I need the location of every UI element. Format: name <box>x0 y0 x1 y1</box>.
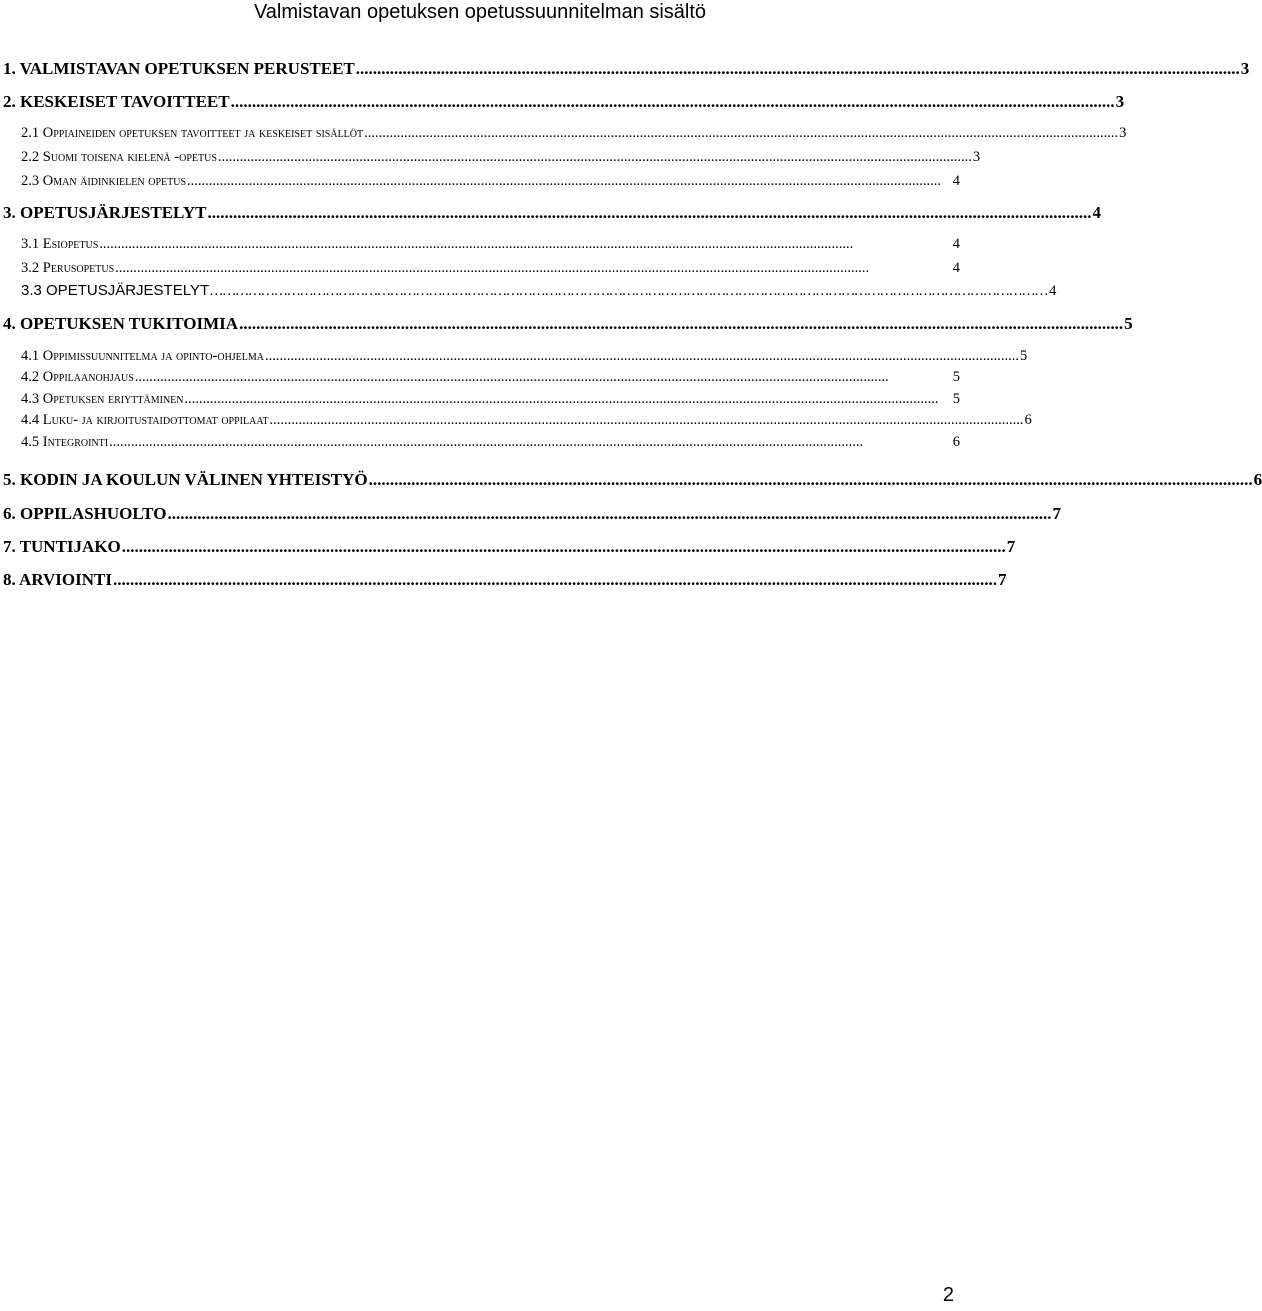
dot-leader: ................................................................................................................................................................................................................ <box>121 537 1006 556</box>
toc-entry-page: 5 <box>1020 348 1028 364</box>
toc-entry-3[interactable] <box>3 202 1101 224</box>
toc-entry-page: 3 <box>1240 59 1250 78</box>
toc-entry-page: 4 <box>1092 203 1101 222</box>
toc-entry-4-2[interactable] <box>21 368 960 386</box>
toc-entry-page: 7 <box>1052 504 1061 523</box>
dot-leader: ................................................................................................................................................................................................................ <box>368 470 1253 489</box>
toc-entry-label: 4.1 Oppimissuunnitelma ja opinto-ohjelma <box>21 348 265 364</box>
toc-entry-page: 4 <box>1049 283 1057 299</box>
dot-leader: ................................................................................................................................................................................................................ <box>187 173 942 189</box>
dot-leader: …………………………………………………………………………………………………………………………………………………………………………… <box>210 283 1049 299</box>
toc-entry-page: 3 <box>1119 125 1127 141</box>
toc-entry-5[interactable] <box>3 469 1262 491</box>
toc-entry-label: 2. KESKEISET TAVOITTEET <box>3 92 230 111</box>
toc-entry-4-5[interactable] <box>21 433 960 451</box>
toc-entry-page: 4 <box>952 236 960 252</box>
dot-leader: ................................................................................................................................................................................................................ <box>207 203 1092 222</box>
toc-entry-page: 7 <box>997 570 1007 589</box>
toc-entry-3-1[interactable] <box>21 235 960 253</box>
toc-entry-label: 4.3 Opetuksen eriyttäminen <box>21 391 184 407</box>
toc-entry-label: 3.3 OPETUSJÄRJESTELYT <box>21 282 210 299</box>
toc-entry-1[interactable] <box>3 58 1250 80</box>
toc-entry-3-2[interactable] <box>21 259 960 277</box>
toc-entry-label: 3.2 Perusopetus <box>21 260 115 276</box>
dot-leader: ................................................................................................................................................................................................................ <box>355 59 1240 78</box>
toc-entry-label: 2.3 Oman äidinkielen opetus <box>21 173 187 189</box>
dot-leader: ................................................................................................................................................................................................................ <box>115 260 870 276</box>
toc-entry-4-1[interactable] <box>21 347 1028 365</box>
toc-entry-6[interactable] <box>3 503 1061 525</box>
dot-leader: ................................................................................................................................................................................................................ <box>167 504 1052 523</box>
toc-entry-page: 5 <box>1124 314 1133 333</box>
toc-entry-2-2[interactable] <box>21 148 981 166</box>
toc-entry-2-3[interactable] <box>21 172 960 190</box>
toc-entry-4-4[interactable] <box>21 411 1032 429</box>
toc-entry-page: 7 <box>1006 537 1016 556</box>
toc-entry-page: 6 <box>1024 412 1032 428</box>
toc-entry-4-3[interactable] <box>21 390 960 408</box>
toc-entry-label: 5. KODIN JA KOULUN VÄLINEN YHTEISTYÖ <box>3 470 368 489</box>
toc-entry-label: 4. OPETUKSEN TUKITOIMIA <box>3 314 239 333</box>
document-header-title: Valmistavan opetuksen opetussuunnitelman sisältö <box>253 1 707 23</box>
toc-entry-label: 2.1 Oppiaineiden opetuksen tavoitteet ja keskeiset sisällöt <box>21 125 364 141</box>
toc-entry-page: 3 <box>972 149 981 165</box>
toc-entry-label: 3. OPETUSJÄRJESTELYT <box>3 203 207 222</box>
toc-entry-label: 3.1 Esiopetus <box>21 236 99 252</box>
toc-entry-2[interactable] <box>3 91 1125 113</box>
toc-entry-page: 4 <box>952 173 960 189</box>
toc-entry-page: 6 <box>1253 470 1262 489</box>
toc-entry-7[interactable] <box>3 536 1016 558</box>
toc-entry-page: 3 <box>1115 92 1125 111</box>
toc-entry-3-3[interactable] <box>21 282 1057 300</box>
toc-entry-page: 6 <box>952 434 960 450</box>
toc-entry-label: 4.5 Integrointi <box>21 434 109 450</box>
dot-leader: ................................................................................................................................................................................................................ <box>364 125 1119 141</box>
toc-entry-2-1[interactable] <box>21 124 1127 142</box>
dot-leader: ................................................................................................................................................................................................................ <box>99 236 854 252</box>
dot-leader: ................................................................................................................................................................................................................ <box>134 369 889 385</box>
toc-entry-page: 5 <box>952 369 960 385</box>
dot-leader: ................................................................................................................................................................................................................ <box>109 434 864 450</box>
toc-entry-label: 4.4 Luku- ja kirjoitustaidottomat oppilaat <box>21 412 269 428</box>
toc-entry-label: 7. TUNTIJAKO <box>3 537 121 556</box>
dot-leader: ................................................................................................................................................................................................................ <box>230 92 1115 111</box>
dot-leader: ................................................................................................................................................................................................................ <box>269 412 1024 428</box>
dot-leader: ................................................................................................................................................................................................................ <box>112 570 997 589</box>
toc-entry-page: 5 <box>952 391 960 407</box>
toc-entry-page: 4 <box>952 260 960 276</box>
dot-leader: ................................................................................................................................................................................................................ <box>265 348 1020 364</box>
dot-leader: ................................................................................................................................................................................................................ <box>239 314 1124 333</box>
toc-entry-label: 4.2 Oppilaanohjaus <box>21 369 134 385</box>
toc-entry-label: 6. OPPILASHUOLTO <box>3 504 167 523</box>
toc-entry-label: 1. VALMISTAVAN OPETUKSEN PERUSTEET <box>3 59 355 78</box>
toc-entry-label: 2.2 Suomi toisena kielenä -opetus <box>21 149 217 165</box>
dot-leader: ................................................................................................................................................................................................................ <box>184 391 939 407</box>
page-number: 2 <box>942 1284 954 1306</box>
toc-entry-8[interactable] <box>3 569 1007 591</box>
toc-entry-label: 8. ARVIOINTI <box>3 570 112 589</box>
dot-leader: ................................................................................................................................................................................................................ <box>217 149 972 165</box>
toc-entry-4[interactable] <box>3 313 1133 335</box>
